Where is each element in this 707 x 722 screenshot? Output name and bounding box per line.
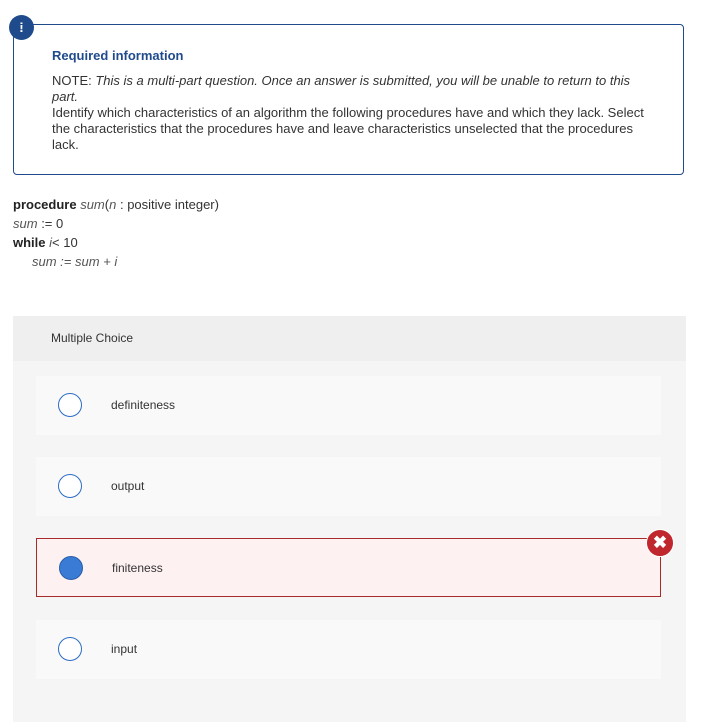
option-label: definiteness xyxy=(111,398,176,412)
radio-button[interactable] xyxy=(58,637,82,661)
option-output[interactable] xyxy=(36,457,661,516)
multiple-choice-panel xyxy=(13,316,686,722)
radio-button[interactable] xyxy=(58,393,82,417)
info-title: Required information xyxy=(52,48,184,63)
mc-header xyxy=(13,316,686,361)
note xyxy=(52,73,652,105)
code-line-4: sum := sum + i xyxy=(32,254,118,269)
code-line-2: sum := 0 xyxy=(13,216,64,231)
keyword-while: while xyxy=(13,235,46,250)
option-label: input xyxy=(111,642,138,656)
option-input[interactable] xyxy=(36,620,661,679)
info-body xyxy=(52,73,652,153)
note-label: NOTE: xyxy=(52,73,92,88)
procedure-code xyxy=(13,195,219,271)
code-line-3: while i< 10 xyxy=(13,235,78,250)
procedure-name: sum xyxy=(80,197,105,212)
radio-button-selected[interactable] xyxy=(59,556,83,580)
instructions: Identify which characteristics of an algorithm the following procedures have and which they lack. Select the characteristics that the procedures have and leave characteristics unselected that the procedures lack. xyxy=(52,105,644,152)
param-name: n xyxy=(109,197,117,212)
radio-button[interactable] xyxy=(58,474,82,498)
code-line-1: procedure sum(n : positive integer) xyxy=(13,197,219,212)
note-text: This is a multi-part question. Once an answer is submitted, you will be unable to return to this part. xyxy=(52,73,631,104)
option-label: finiteness xyxy=(112,561,163,575)
incorrect-icon: ✖ xyxy=(646,529,674,557)
option-label: output xyxy=(111,479,145,493)
option-finiteness[interactable] xyxy=(36,538,661,597)
param-type: : positive integer) xyxy=(119,197,219,212)
keyword-procedure: procedure xyxy=(13,197,77,212)
option-definiteness[interactable] xyxy=(36,376,661,435)
mc-header-label: Multiple Choice xyxy=(51,331,134,345)
required-info-box xyxy=(13,24,684,175)
alert-icon: ! xyxy=(9,15,34,40)
